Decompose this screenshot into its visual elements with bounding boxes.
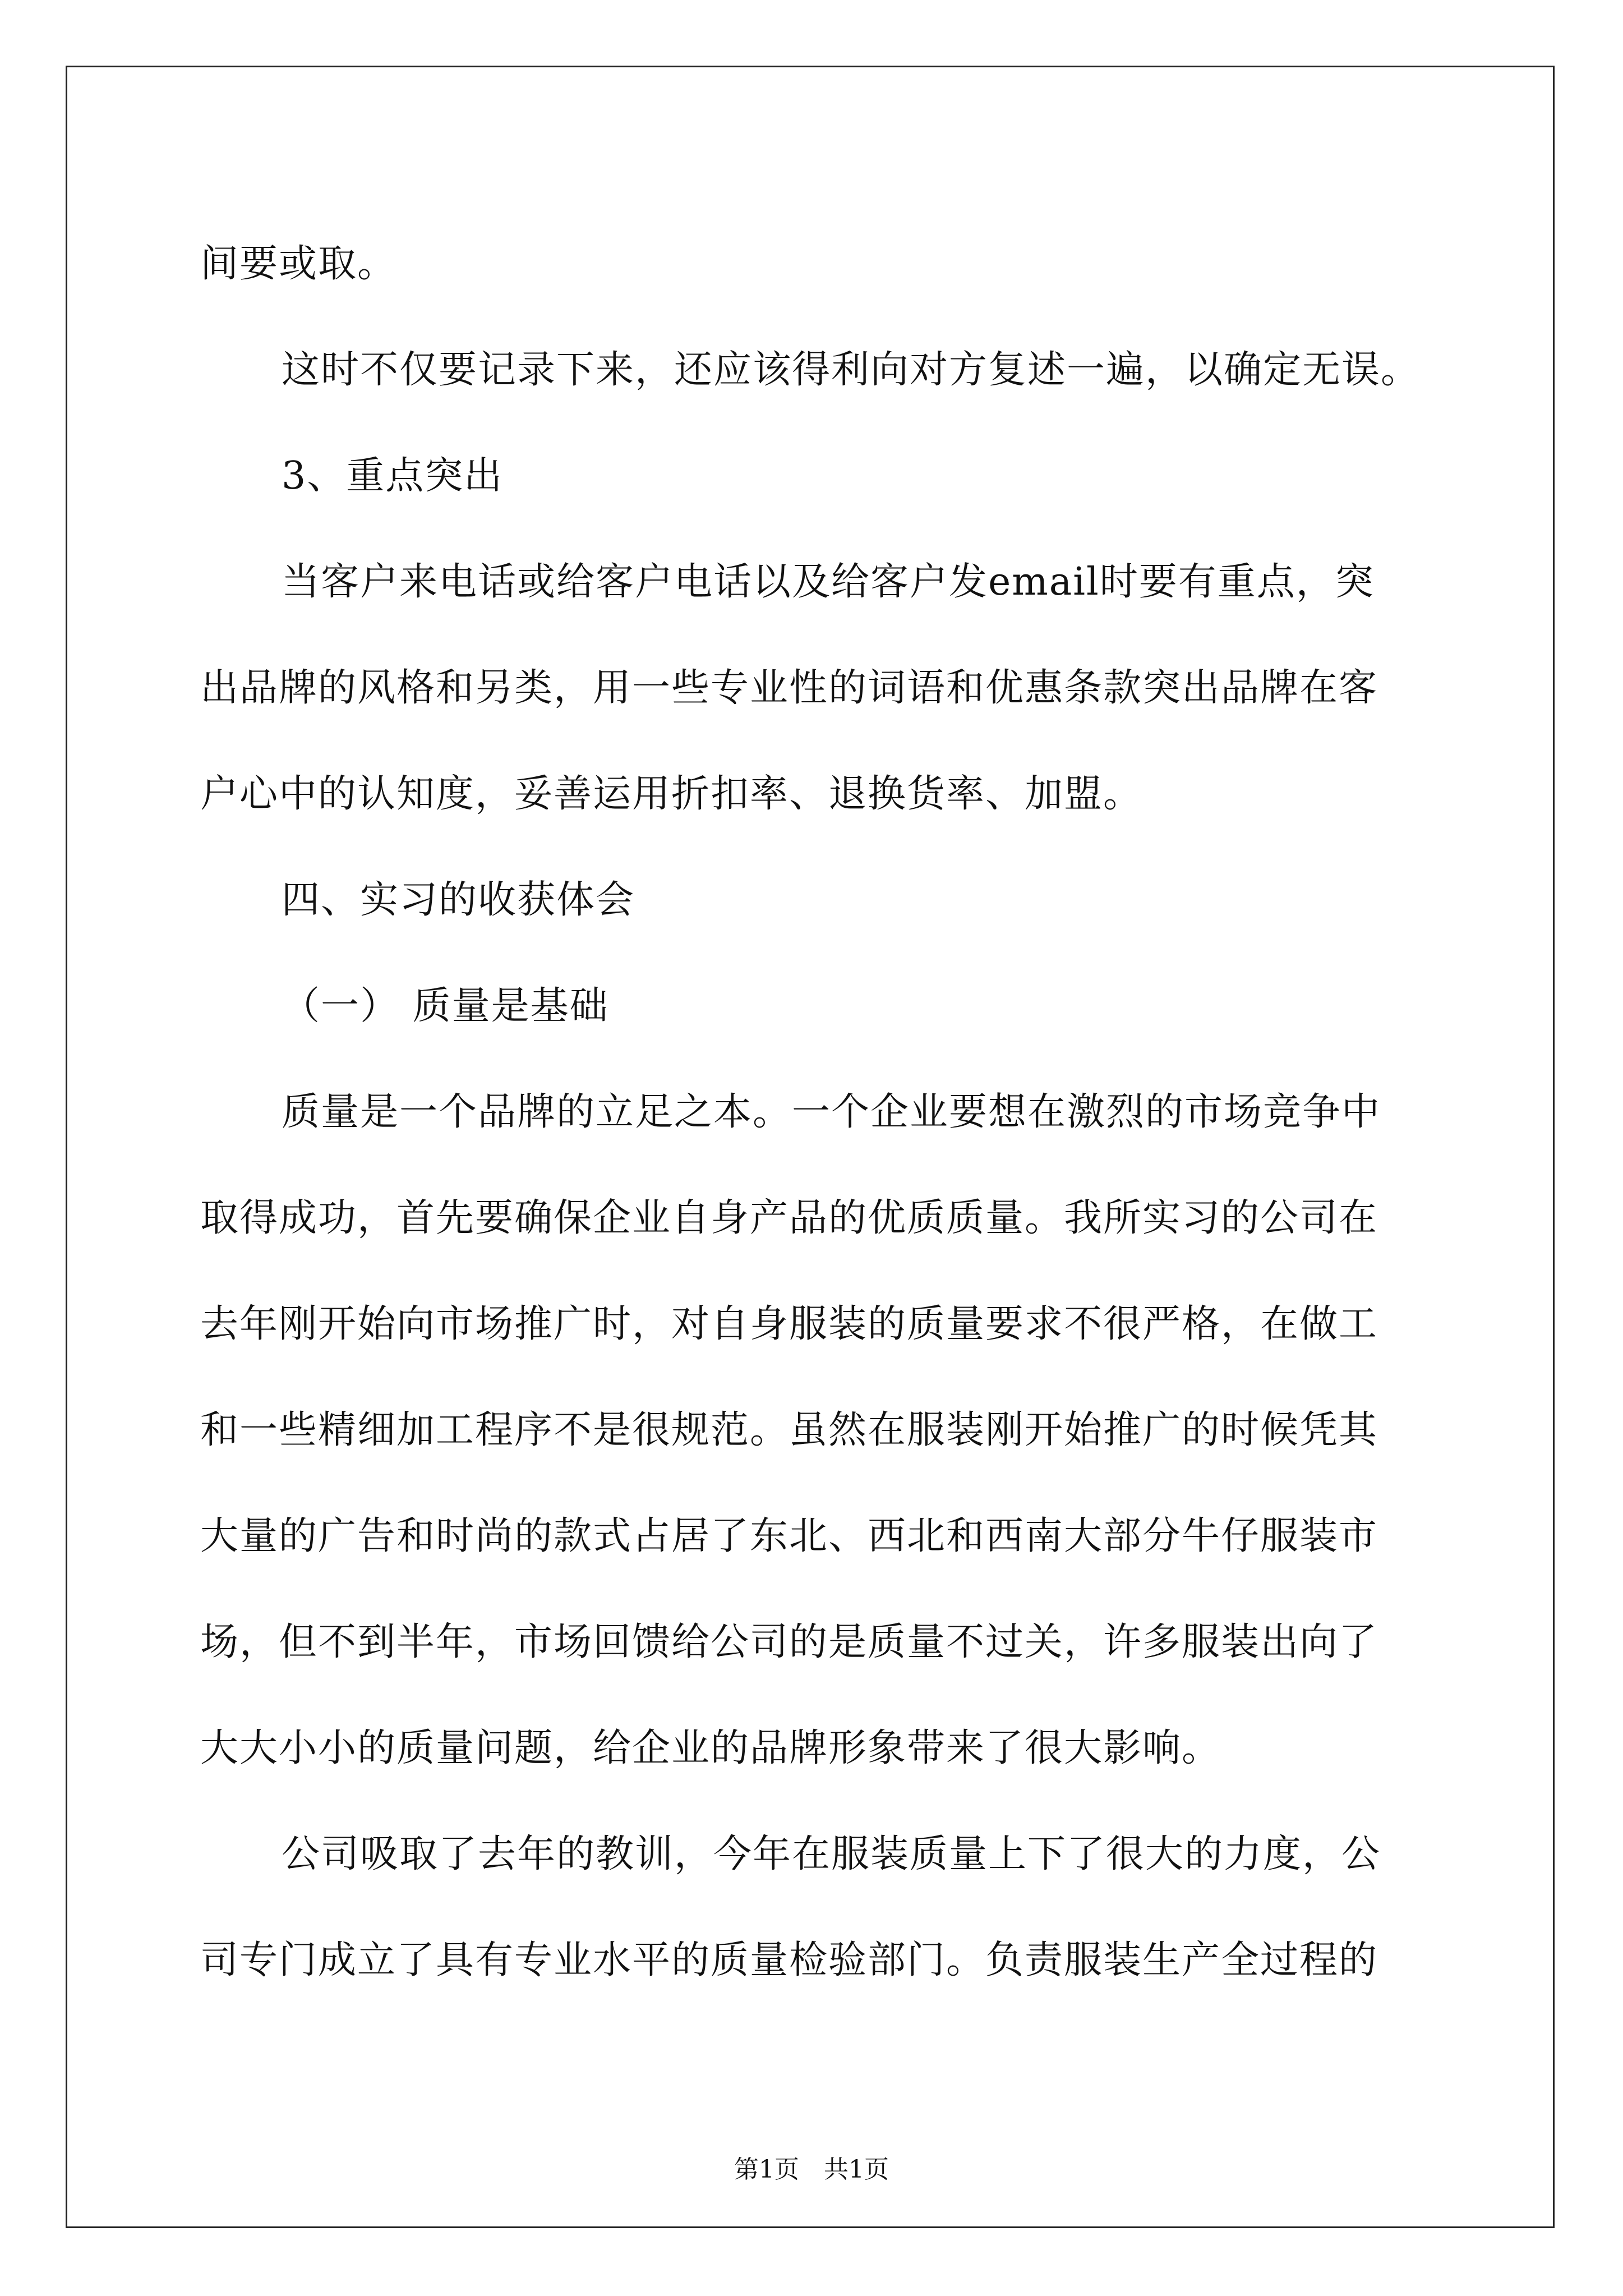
text-line-11: 去年刚开始向市场推广时，对自身服装的质量要求不很严格，在做工 — [200, 1302, 1378, 1346]
text-line-12: 和一些精细加工程序不是很规范。虽然在服装刚开始推广的时候凭其 — [200, 1408, 1378, 1452]
text-block — [200, 211, 1434, 2013]
text-line-9: 质量是一个品牌的立足之本。一个企业要想在激烈的市场竞争中 — [282, 1090, 1381, 1134]
text-line-13: 大量的广告和时尚的款式占居了东北、西北和西南大部分牛仔服装市 — [200, 1514, 1378, 1558]
text-line-17: 司专门成立了具有专业水平的质量检验部门。负责服装生产全过程的 — [200, 1938, 1378, 1982]
text-line-15: 大大小小的质量问题，给企业的品牌形象带来了很大影响。 — [200, 1726, 1221, 1770]
document-body — [200, 211, 1434, 2013]
section-heading-3: 3、重点突出 — [282, 454, 504, 498]
section-heading-4: 四、实习的收获体会 — [282, 878, 635, 922]
subsection-heading-1: （一） 质量是基础 — [282, 984, 609, 1028]
text-line-6: 户心中的认知度，妥善运用折扣率、退换货率、加盟。 — [200, 772, 1143, 816]
text-line-4: 当客户来电话或给客户电话以及给客户发email时要有重点，突 — [282, 560, 1375, 604]
text-line-2: 这时不仅要记录下来，还应该得利向对方复述一遍，以确定无误。 — [282, 348, 1421, 392]
text-line-16: 公司吸取了去年的教训，今年在服装质量上下了很大的力度，公 — [282, 1832, 1381, 1876]
text-line-1: 间要或取。 — [200, 242, 397, 286]
text-line-14: 场，但不到半年，市场回馈给公司的是质量不过关，许多服装出向了 — [200, 1620, 1378, 1664]
text-line-5: 出品牌的风格和另类，用一些专业性的词语和优惠条款突出品牌在客 — [200, 666, 1378, 710]
text-line-10: 取得成功，首先要确保企业自身产品的优质质量。我所实习的公司在 — [200, 1196, 1378, 1240]
page-footer: 第1页 共1页 — [734, 2155, 889, 2184]
